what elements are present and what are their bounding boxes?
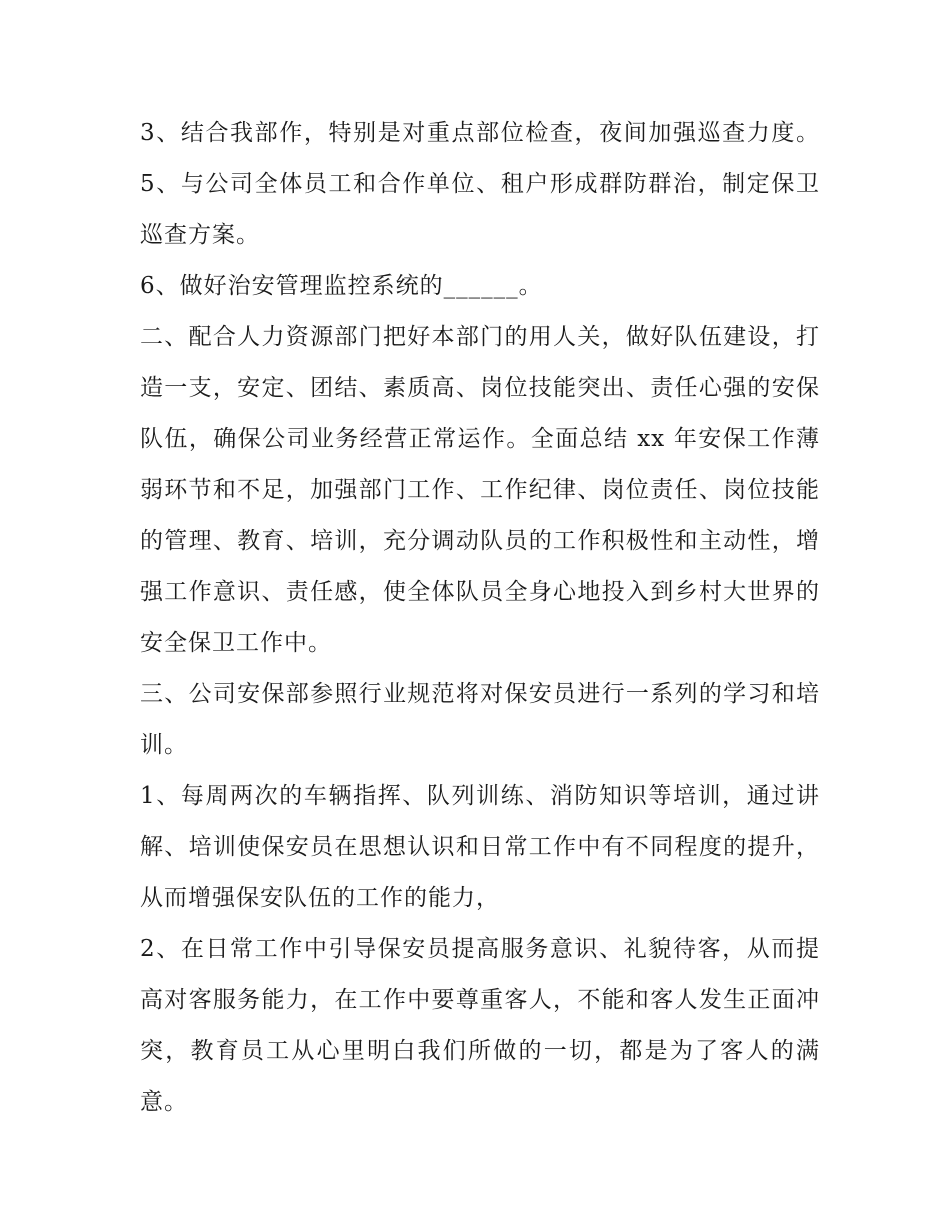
paragraph-section-3-training: 三、公司安保部参照行业规范将对保安员进行一系列的学习和培训。 <box>140 681 820 758</box>
paragraph-section-2-team-building: 二、配合人力资源部门把好本部门的用人关，做好队伍建设，打造一支，安定、团结、素质高、岗位技能突出、责任心强的安保队伍，确保公司业务经营正常运作。全面总结 xx 年安保工作薄弱环节和不足，加强部门工作、工作纪律、岗位责任、岗位技能的管理、教育、培训，充分调动队员的工作积极性和主动性，增强工作意识、责任感，使全体队员全身心地投入到乡村大世界的安全保卫工作中。 <box>140 324 820 656</box>
document-body <box>140 108 820 1128</box>
paragraph-training-item-2: 2、在日常工作中引导保安员提高服务意识、礼貌待客，从而提高对客服务能力，在工作中要尊重客人，不能和客人发生正面冲突，教育员工从心里明白我们所做的一切，都是为了客人的满意。 <box>140 936 820 1115</box>
paragraph-item-3-patrol: 3、结合我部作，特别是对重点部位检查，夜间加强巡查力度。 5、与公司全体员工和合作单位、租户形成群防群治，制定保卫巡查方案。 <box>140 120 820 248</box>
paragraph-item-6-monitoring: 6、做好治安管理监控系统的______。 <box>140 273 543 299</box>
paragraph-training-item-1: 1、每周两次的车辆指挥、队列训练、消防知识等培训，通过讲解、培训使保安员在思想认识和日常工作中有不同程度的提升，从而增强保安队伍的工作的能力， <box>140 783 820 911</box>
